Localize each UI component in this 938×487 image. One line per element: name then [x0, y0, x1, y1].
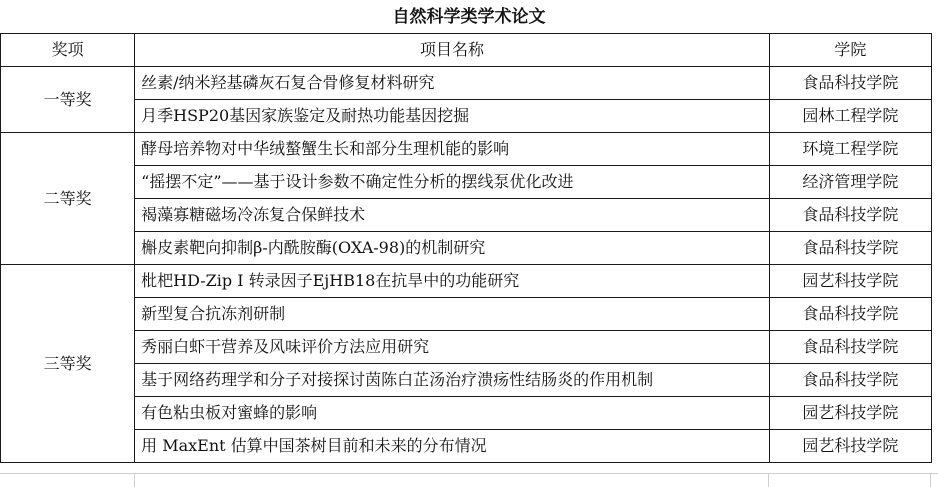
award-cell-second: 二等奖	[1, 133, 135, 265]
awards-table	[0, 33, 932, 463]
table-row	[1, 298, 932, 331]
project-cell: 槲皮素靶向抑制β-内酰胺酶(OXA-98)的机制研究	[135, 232, 770, 265]
college-cell: 园艺科技学院	[769, 265, 931, 298]
table-title: 自然科学类学术论文	[392, 7, 546, 27]
header-row	[1, 34, 932, 67]
table-row	[1, 133, 932, 166]
table-row	[1, 397, 932, 430]
table-row	[1, 265, 932, 298]
table-row	[1, 364, 932, 397]
college-cell: 食品科技学院	[769, 232, 931, 265]
project-cell: “摇摆不定”——基于设计参数不确定性分析的摆线泵优化改进	[135, 166, 770, 199]
project-cell: 褐藻寡糖磁场冷冻复合保鲜技术	[135, 199, 770, 232]
college-cell: 园艺科技学院	[769, 397, 931, 430]
project-cell: 新型复合抗冻剂研制	[135, 298, 770, 331]
college-cell: 食品科技学院	[769, 67, 931, 100]
college-cell: 园林工程学院	[769, 100, 931, 133]
table-row	[1, 331, 932, 364]
spreadsheet-gridlines	[0, 473, 938, 487]
table-row	[1, 232, 932, 265]
project-cell: 月季HSP20基因家族鉴定及耐热功能基因挖掘	[135, 100, 770, 133]
header-college: 学院	[769, 34, 931, 67]
college-cell: 食品科技学院	[769, 364, 931, 397]
header-project: 项目名称	[135, 34, 770, 67]
college-cell: 食品科技学院	[769, 199, 931, 232]
college-cell: 食品科技学院	[769, 331, 931, 364]
header-award: 奖项	[1, 34, 135, 67]
table-row	[1, 199, 932, 232]
table-row	[1, 67, 932, 100]
project-cell: 枇杷HD-Zip I 转录因子EjHB18在抗旱中的功能研究	[135, 265, 770, 298]
project-cell: 酵母培养物对中华绒螯蟹生长和部分生理机能的影响	[135, 133, 770, 166]
college-cell: 食品科技学院	[769, 298, 931, 331]
project-cell: 丝素/纳米羟基磷灰石复合骨修复材料研究	[135, 67, 770, 100]
college-cell: 经济管理学院	[769, 166, 931, 199]
project-cell: 秀丽白虾干营养及风味评价方法应用研究	[135, 331, 770, 364]
college-cell: 环境工程学院	[769, 133, 931, 166]
award-cell-third: 三等奖	[1, 265, 135, 463]
college-cell: 园艺科技学院	[769, 430, 931, 463]
project-cell: 有色粘虫板对蜜蜂的影响	[135, 397, 770, 430]
table-row	[1, 430, 932, 463]
table-row	[1, 166, 932, 199]
table-row	[1, 100, 932, 133]
award-cell-first: 一等奖	[1, 67, 135, 133]
project-cell: 用 MaxEnt 估算中国茶树目前和未来的分布情况	[135, 430, 770, 463]
project-cell: 基于网络药理学和分子对接探讨茵陈白芷汤治疗溃疡性结肠炎的作用机制	[135, 364, 770, 397]
